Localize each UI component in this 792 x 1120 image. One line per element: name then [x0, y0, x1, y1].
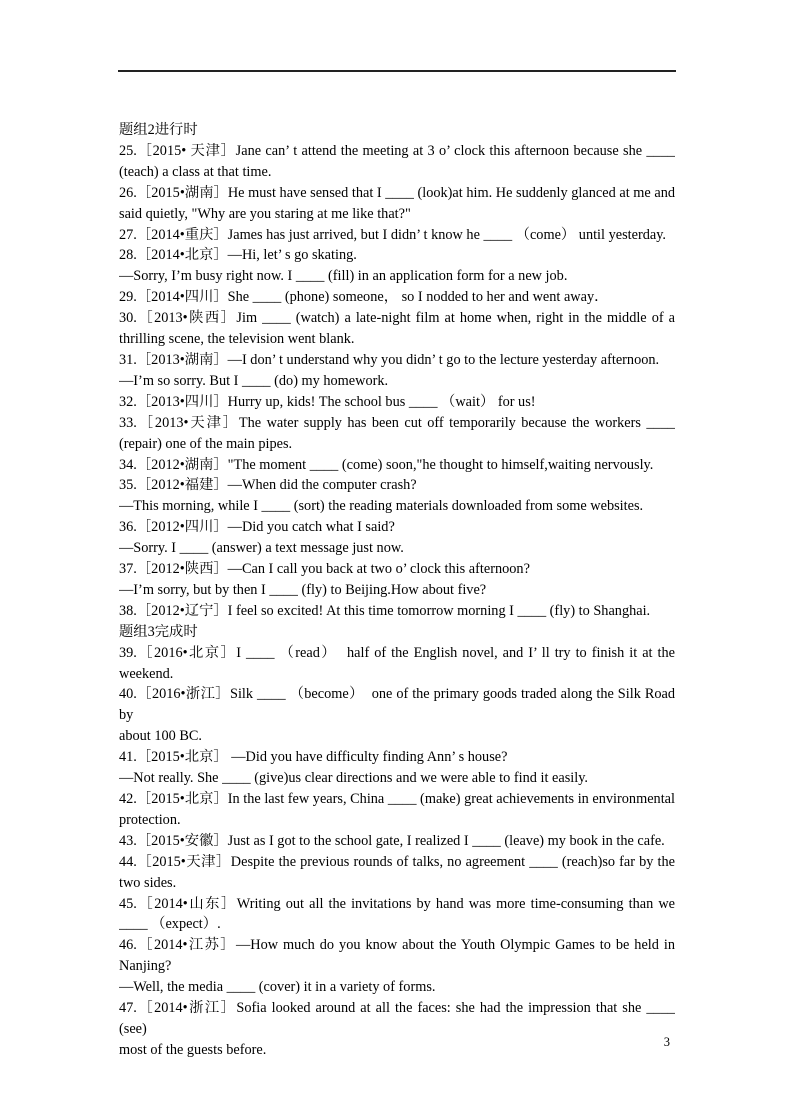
- exercise-line: 44.［2015•天津］Despite the previous rounds of talks, no agreement ____ (reach)so far by the: [119, 853, 675, 870]
- section-heading: 题组2进行时: [119, 122, 198, 138]
- exercise-line: 33.［2013•天津］The water supply has been cut off temporarily because the workers ____: [119, 414, 675, 431]
- header-rule: [118, 70, 676, 72]
- exercise-line: 37.［2012•陕西］—Can I call you back at two o’ clock this afternoon?: [119, 561, 530, 578]
- exercise-line: —Sorry. I ____ (answer) a text message just now.: [119, 540, 404, 557]
- exercise-line: about 100 BC.: [119, 728, 203, 745]
- exercise-line: —Sorry, I’m busy right now. I ____ (fill) in an application form for a new job.: [119, 268, 568, 285]
- exercise-line: 46.［2014•江苏］—How much do you know about the Youth Olympic Games to be held in: [119, 937, 675, 954]
- exercise-line: 27.［2014•重庆］James has just arrived, but I didn’ t know he ____ （come） until yesterday.: [119, 226, 667, 243]
- exercise-line: —Not really. She ____ (give)us clear directions and we were able to find it easily.: [119, 770, 588, 787]
- exercise-line: 29.［2014•四川］She ____ (phone) someone， so I nodded to her and went away．: [119, 289, 609, 306]
- exercise-line: ____ （expect）.: [119, 916, 221, 933]
- exercise-line: —This morning, while I ____ (sort) the reading materials downloaded from some websites.: [119, 498, 644, 515]
- exercise-line: 42.［2015•北京］In the last few years, China ____ (make) great achievements in environmental: [119, 791, 675, 807]
- page-number: 3: [663, 1035, 670, 1049]
- exercise-line: protection.: [119, 811, 181, 828]
- section-heading: 题组3完成时: [119, 623, 198, 640]
- exercise-line: 39.［2016•北京］I ____ （read） half of the English novel, and I’ ll try to finish it at the: [119, 644, 675, 661]
- exercise-line: —I’m sorry, but by then I ____ (fly) to Beijing.How about five?: [119, 581, 487, 598]
- exercise-line: (repair) one of the main pipes.: [119, 435, 293, 452]
- exercise-line: thrilling scene, the television went blank.: [119, 331, 355, 348]
- exercise-line: —I’m so sorry. But I ____ (do) my homework.: [119, 372, 389, 389]
- exercise-line: 40.［2016•浙江］Silk ____ （become） one of the primary goods traded along the Silk Road by: [119, 686, 675, 724]
- exercise-line: 43.［2015•安徽］Just as I got to the school gate, I realized I ____ (leave) my book in the cafe.: [119, 832, 665, 849]
- exercise-line: 36.［2012•四川］—Did you catch what I said?: [119, 519, 395, 536]
- exercise-line: 47.［2014•浙江］Sofia looked around at all the faces: she had the impression that she ____ (see): [119, 1000, 675, 1037]
- exercise-line: 30.［2013•陕西］Jim ____ (watch) a late-night film at home when, right in the middle of a: [119, 310, 675, 327]
- exercise-line: weekend.: [119, 665, 174, 682]
- exercise-line: most of the guests before.: [119, 1041, 267, 1058]
- exercise-line: —Well, the media ____ (cover) it in a variety of forms.: [119, 979, 436, 996]
- exercise-line: 34.［2012•湖南］"The moment ____ (come) soon,"he thought to himself,waiting nervously.: [119, 456, 654, 473]
- exercise-line: Nanjing?: [119, 958, 172, 975]
- exercise-line: 38.［2012•辽宁］I feel so excited! At this time tomorrow morning I ____ (fly) to Shanghai.: [119, 602, 651, 619]
- exercise-line: 31.［2013•湖南］—I don’ t understand why you didn’ t go to the lecture yesterday afternoon.: [119, 351, 660, 368]
- exercise-line: 35.［2012•福建］—When did the computer crash?: [119, 477, 417, 494]
- exercise-line: 41.［2015•北京］ —Did you have difficulty finding Ann’ s house?: [119, 749, 508, 766]
- exercise-line: said quietly, "Why are you staring at me like that?": [119, 205, 411, 222]
- exercise-line: 32.［2013•四川］Hurry up, kids! The school bus ____ （wait） for us!: [119, 393, 536, 410]
- exercise-line: 26.［2015•湖南］He must have sensed that I ____ (look)at him. He suddenly glanced at me and: [119, 184, 675, 201]
- exercise-line: 28.［2014•北京］—Hi, let’ s go skating.: [119, 247, 357, 264]
- exercise-content: [119, 120, 675, 1061]
- exercise-line: 25.［2015• 天津］Jane can’ t attend the meeting at 3 o’ clock this afternoon because she ____: [119, 142, 675, 159]
- exercise-line: 45.［2014•山东］Writing out all the invitations by hand was more time-consuming than we: [119, 895, 675, 912]
- exercise-line: (teach) a class at that time.: [119, 163, 272, 180]
- exercise-line: two sides.: [119, 874, 177, 891]
